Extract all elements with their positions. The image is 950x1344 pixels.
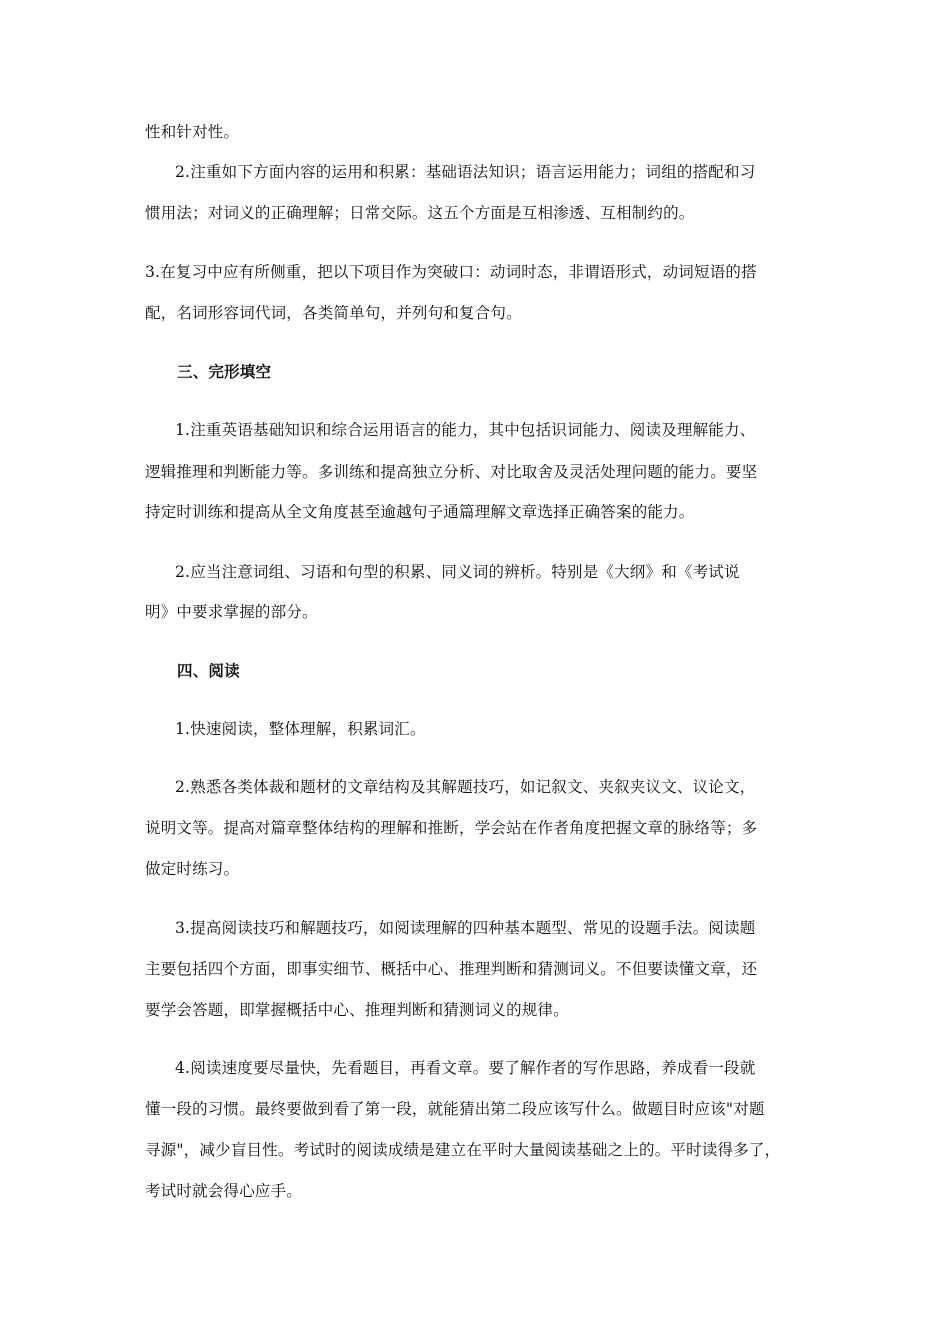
section-heading: 四、阅读 [177, 662, 240, 680]
paragraph-line: 持定时训练和提高从全文角度甚至逾越句子通篇理解文章选择正确答案的能力。 [145, 503, 695, 521]
paragraph-line: 主要包括四个方面，即事实细节、概括中心、推理判断和猜测词义。不但要读懂文章，还 [145, 960, 758, 978]
paragraph-line: 惯用法；对词义的正确理解；日常交际。这五个方面是互相渗透、互相制约的。 [145, 204, 695, 222]
paragraph-line: 1.注重英语基础知识和综合运用语言的能力，其中包括识词能力、阅读及理解能力、 [175, 421, 756, 439]
paragraph-line: 逻辑推理和判断能力等。多训练和提高独立分析、对比取舍及灵活处理问题的能力。要坚 [145, 463, 758, 481]
paragraph-line: 做定时练习。 [145, 860, 240, 878]
paragraph-line: 考试时就会得心应手。 [145, 1182, 303, 1200]
paragraph-line: 2.应当注意词组、习语和句型的积累、同义词的辨析。特别是《大纲》和《考试说 [175, 563, 740, 581]
paragraph-line: 性和针对性。 [145, 123, 240, 141]
section-heading: 三、完形填空 [177, 363, 272, 381]
paragraph-line: 4.阅读速度要尽量快，先看题目，再看文章。要了解作者的写作思路，养成看一段就 [175, 1059, 756, 1077]
paragraph-line: 2.注重如下方面内容的运用和积累：基础语法知识；语言运用能力；词组的搭配和习 [175, 163, 756, 181]
paragraph-line: 3.在复习中应有所侧重，把以下项目作为突破口：动词时态，非谓语形式，动词短语的搭 [145, 263, 757, 281]
paragraph-line: 明》中要求掌握的部分。 [145, 603, 318, 621]
paragraph-line: 2.熟悉各类体裁和题材的文章结构及其解题技巧，如记叙文、夹叙夹议文、议论文， [175, 778, 756, 796]
paragraph-line: 说明文等。提高对篇章整体结构的理解和推断，学会站在作者角度把握文章的脉络等；多 [145, 819, 758, 837]
paragraph-line: 1.快速阅读，整体理解，积累词汇。 [175, 720, 426, 738]
paragraph-line: 懂一段的习惯。最终要做到看了第一段，就能猜出第二段应该写什么。做题目时应该"对题 [145, 1100, 765, 1118]
paragraph-line: 要学会答题，即掌握概括中心、推理判断和猜测词义的规律。 [145, 1001, 569, 1019]
paragraph-line: 寻源"，减少盲目性。考试时的阅读成绩是建立在平时大量阅读基础之上的。平时读得多了， [145, 1141, 781, 1159]
paragraph-line: 配，名词形容词代词，各类简单句，并列句和复合句。 [145, 304, 522, 322]
paragraph-line: 3.提高阅读技巧和解题技巧，如阅读理解的四种基本题型、常见的设题手法。阅读题 [175, 919, 756, 937]
